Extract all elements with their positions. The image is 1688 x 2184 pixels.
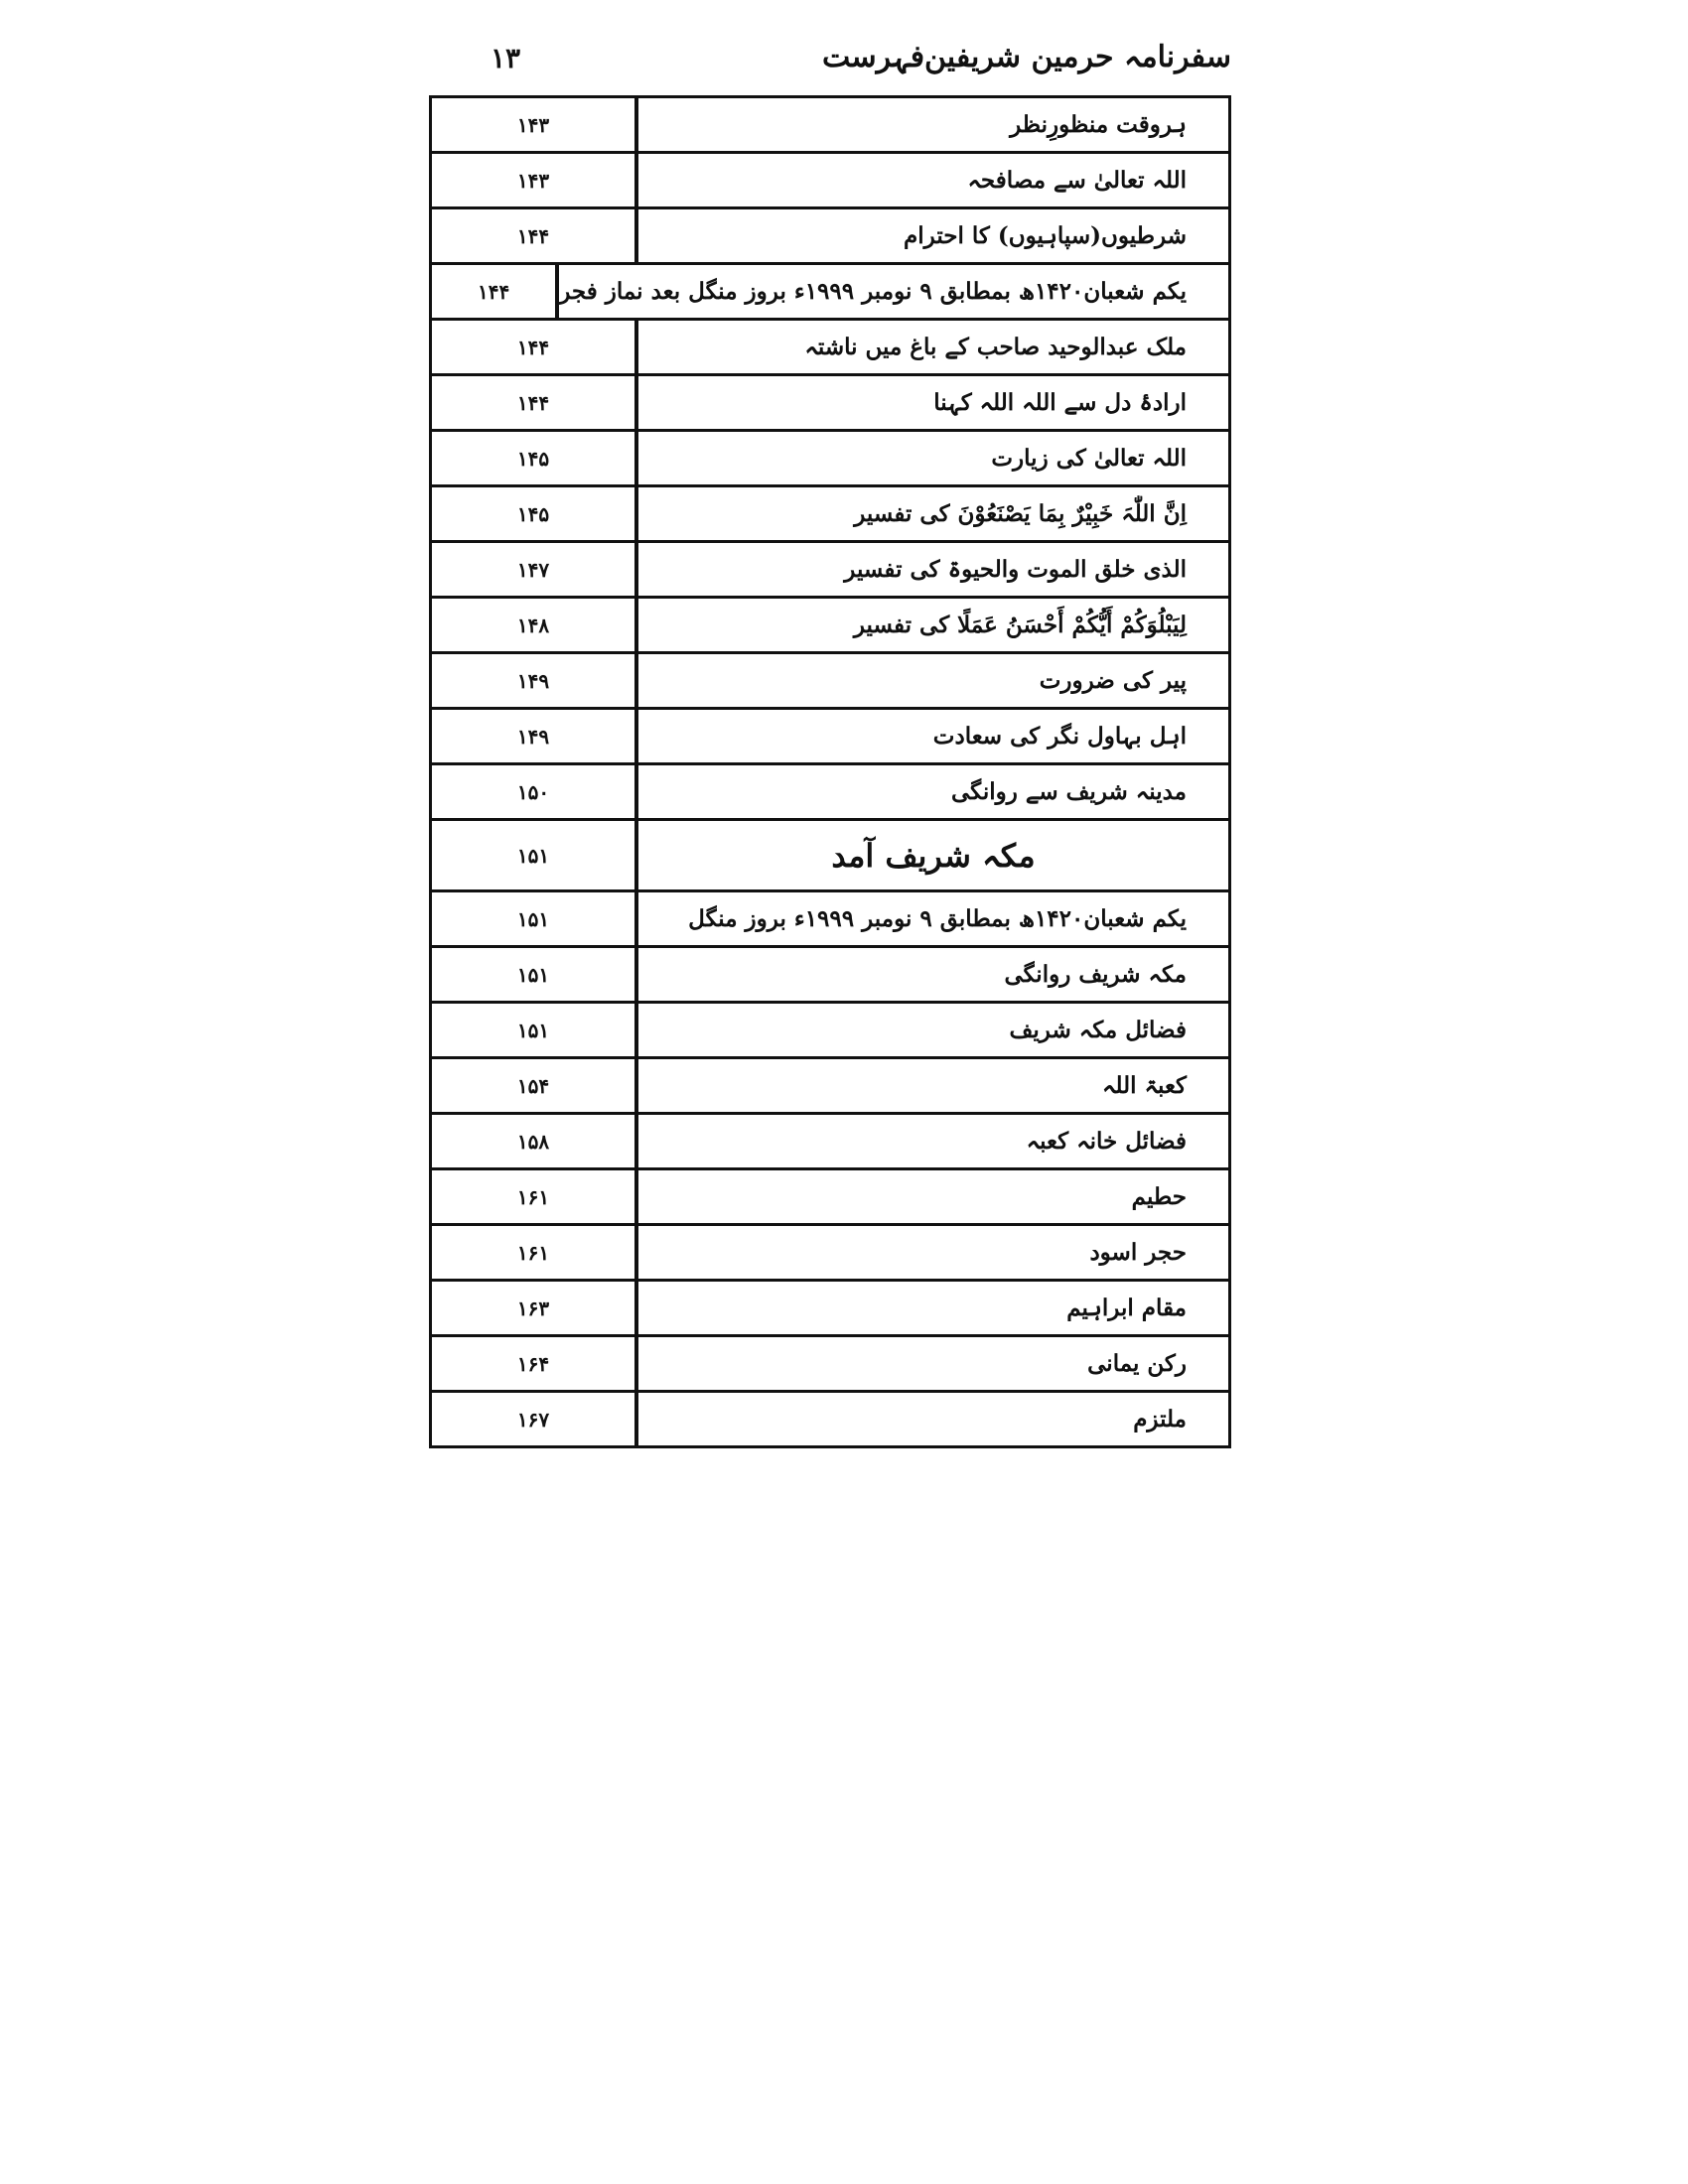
toc-entry-title: لِيَبْلُوَكُمْ أَيُّكُمْ أَحْسَنُ عَمَلًا کی تفسیر — [853, 612, 1187, 638]
toc-entry-title: یکم شعبان۱۴۲۰ھ بمطابق ۹ نومبر ۱۹۹۹ء بروز منگل — [688, 905, 1187, 932]
toc-section-heading-row — [432, 821, 1228, 892]
toc-row — [432, 765, 1228, 821]
toc-row — [432, 376, 1228, 432]
toc-entry-title: مکہ شریف روانگی — [1004, 961, 1187, 988]
toc-row — [432, 1004, 1228, 1059]
toc-row — [432, 1337, 1228, 1393]
toc-row — [432, 1115, 1228, 1170]
toc-page-number: ۱۶۱ — [432, 1170, 638, 1223]
toc-page-number: ۱۴۴ — [432, 321, 638, 373]
toc-page-number: ۱۵۸ — [432, 1115, 638, 1167]
toc-row — [432, 1282, 1228, 1337]
section-title: فہرست — [822, 40, 925, 74]
toc-page-number: ۱۴۳ — [432, 98, 638, 151]
toc-entry-title: اِنَّ اللّٰہَ خَبِيْرٌ بِمَا يَصْنَعُوْنَ کی تفسیر — [854, 500, 1187, 527]
toc-row — [432, 1059, 1228, 1115]
toc-row — [432, 432, 1228, 487]
toc-page-number: ۱۵۱ — [432, 821, 638, 889]
toc-row — [432, 209, 1228, 265]
toc-row — [432, 543, 1228, 599]
toc-page-number: ۱۴۴ — [432, 209, 638, 262]
table-of-contents — [429, 95, 1231, 1448]
toc-row — [432, 710, 1228, 765]
toc-page-number: ۱۶۷ — [432, 1393, 638, 1445]
toc-entry-title: شرطیوں(سپاہیوں) کا احترام — [904, 222, 1187, 249]
toc-page-number: ۱۴۹ — [432, 710, 638, 762]
toc-row — [432, 1170, 1228, 1226]
toc-page-number: ۱۴۳ — [432, 154, 638, 206]
toc-row — [432, 487, 1228, 543]
toc-entry-title: کعبۃ اللہ — [1102, 1072, 1187, 1099]
toc-page-number: ۱۴۹ — [432, 654, 638, 707]
toc-entry-title: فضائل مکہ شریف — [1009, 1017, 1187, 1043]
toc-row — [432, 654, 1228, 710]
toc-page-number: ۱۴۷ — [432, 543, 638, 596]
toc-row — [432, 321, 1228, 376]
toc-row — [432, 1226, 1228, 1282]
toc-entry-title: اہل بہاول نگر کی سعادت — [932, 723, 1187, 750]
toc-row — [432, 892, 1228, 948]
toc-row — [432, 265, 1228, 321]
book-title: سفرنامہ حرمین شریفین — [923, 40, 1231, 74]
toc-row — [432, 948, 1228, 1004]
toc-entry-title: پیر کی ضرورت — [1039, 667, 1187, 694]
toc-row — [432, 98, 1228, 154]
toc-page-number: ۱۵۴ — [432, 1059, 638, 1112]
toc-page-number: ۱۶۳ — [432, 1282, 638, 1334]
toc-page-number: ۱۶۴ — [432, 1337, 638, 1390]
toc-entry-title: ہروقت منظورِنظر — [1010, 111, 1187, 138]
toc-row — [432, 599, 1228, 654]
toc-page-number: ۱۴۵ — [432, 432, 638, 484]
toc-entry-title: مقام ابراہیم — [1066, 1295, 1187, 1321]
toc-row — [432, 154, 1228, 209]
toc-page-number: ۱۴۴ — [432, 376, 638, 429]
toc-section-heading: مکہ شریف آمد — [831, 836, 1036, 875]
toc-page-number: ۱۴۵ — [432, 487, 638, 540]
toc-entry-title: رکن یمانی — [1087, 1350, 1187, 1377]
toc-entry-title: اللہ تعالیٰ سے مصافحہ — [967, 167, 1187, 194]
toc-entry-title: حجر اسود — [1089, 1239, 1187, 1266]
page-number: ۱۳ — [491, 42, 521, 74]
toc-page-number: ۱۴۴ — [432, 265, 559, 318]
toc-page-number: ۱۵۱ — [432, 948, 638, 1001]
toc-page-number: ۱۵۰ — [432, 765, 638, 818]
toc-entry-title: فضائل خانہ کعبہ — [1026, 1128, 1187, 1155]
toc-page-number: ۱۵۱ — [432, 892, 638, 945]
toc-entry-title: یکم شعبان۱۴۲۰ھ بمطابق ۹ نومبر ۱۹۹۹ء بروز منگل بعد نماز فجر — [559, 278, 1187, 305]
toc-page-number: ۱۵۱ — [432, 1004, 638, 1056]
toc-entry-title: اللہ تعالیٰ کی زیارت — [991, 445, 1187, 472]
toc-entry-title: ملک عبدالوحید صاحب کے باغ میں ناشتہ — [804, 334, 1187, 360]
toc-page-number: ۱۴۸ — [432, 599, 638, 651]
toc-row — [432, 1393, 1228, 1445]
toc-entry-title: حطیم — [1131, 1183, 1187, 1210]
toc-page-number: ۱۶۱ — [432, 1226, 638, 1279]
toc-entry-title: الذی خلق الموت والحیوۃ کی تفسیر — [844, 556, 1187, 583]
toc-entry-title: مدینہ شریف سے روانگی — [950, 778, 1187, 805]
page-header — [425, 40, 1231, 89]
toc-entry-title: ملتزم — [1133, 1406, 1187, 1433]
toc-entry-title: ارادۂ دل سے اللہ اللہ کہنا — [933, 389, 1187, 416]
